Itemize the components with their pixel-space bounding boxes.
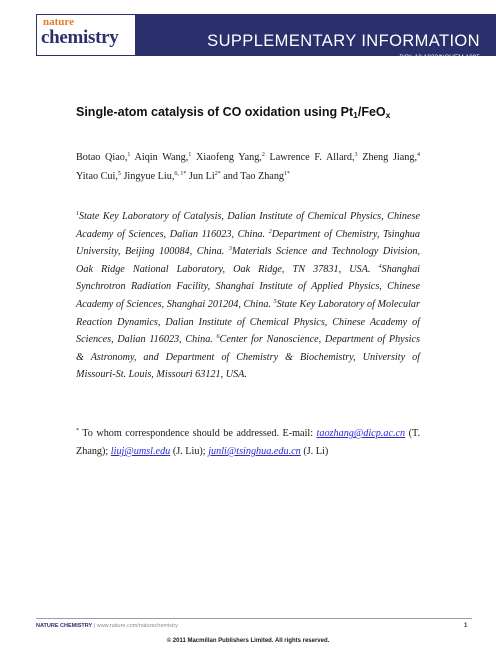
supplementary-information-label: SUPPLEMENTARY INFORMATION [207,32,480,50]
logo-chemistry-text: chemistry [41,27,119,48]
author: and Tao Zhang [220,171,285,182]
journal-logo [37,15,135,55]
footer-journal-url[interactable]: www.nature.com/naturechemistry [96,623,179,629]
author: Aiqin Wang, [130,152,189,163]
title-subscript-x: x [385,110,391,120]
correspondence-name-3: (J. Li) [300,445,329,457]
author-affiliation-mark: 2 [261,152,265,158]
doi-label: DOI: 10.1038/NCHEM.1095 [399,54,480,61]
author: Botao Qiao, [76,152,128,163]
affiliation-text: Materials Science and Technology Division, Oak Ridge National Laboratory, Oak Ridge, TN 37831, USA. [76,246,420,275]
email-link-jliu[interactable]: liuj@umsl.edu [110,445,171,457]
affiliations [76,208,420,384]
affiliation-mark: 2 [268,228,272,235]
author-list [76,148,420,186]
author-affiliation-mark: 2* [214,171,221,177]
footer-journal-info [36,622,178,630]
correspondence-intro: To whom correspondence should be addressed. E-mail: [79,428,317,439]
correspondence-name-1: (T. Zhang); [76,428,420,457]
author-affiliation-mark: 4 [417,152,420,158]
author-affiliation-mark: 1 [188,152,192,158]
title-main: Single-atom catalysis of CO oxidation using Pt [76,105,354,119]
affiliation-mark: 3 [228,246,232,253]
affiliation-text: Center for Nanoscience, Department of Physics & Astronomy, and Department of Chemistry & Biochemistry, University of Missouri-St. Louis, Missouri 63121, USA. [76,334,420,381]
author-affiliation-mark: 3 [354,152,358,158]
copyright-notice: © 2011 Macmillan Publishers Limited. All rights reserved. [166,638,330,644]
author: Jingyue Liu, [120,171,175,182]
page-number: 1 [464,623,468,629]
correspondence-note [76,425,420,461]
title-subscript-1: 1 [353,110,358,120]
affiliation-text: State Key Laboratory of Catalysis, Dalian Institute of Chemical Physics, Chinese Academy of Sciences, Dalian 116023, China. [76,211,420,240]
author-affiliation-mark: 1 [127,152,131,158]
author: Jun Li [186,171,215,182]
author: Yitao Cui, [76,171,118,182]
author-affiliation-mark: 6, 1* [174,171,187,177]
article-title [76,104,390,120]
email-link-jli[interactable]: junli@tsinghua.edu.cn [208,445,301,457]
affiliation-mark: 4 [378,263,382,270]
email-link-tzhang[interactable]: taozhang@dicp.ac.cn [316,428,406,439]
affiliation-mark: 5 [273,298,277,305]
author: Zheng Jiang, [357,152,417,163]
logo-nature-text: nature [43,16,74,28]
affiliation-mark: 6 [216,334,220,341]
footer-divider [36,618,472,619]
footer-separator: | [92,623,97,629]
footer-journal-name: NATURE CHEMISTRY [36,623,93,629]
affiliation-text: Shanghai Synchrotron Radiation Facility, Shanghai Institute of Applied Physics, Chinese Academy of Sciences, Shanghai 201204, China. [76,263,420,310]
author: Xiaofeng Yang, [191,152,262,163]
correspondence-star: * [76,428,79,434]
author-affiliation-mark: 5 [117,171,121,177]
author-affiliation-mark: 1* [284,171,291,177]
affiliation-text: State Key Laboratory of Molecular Reaction Dynamics, Dalian Institute of Chemical Physics, Chinese Academy of Sciences, Dalian 116023, China. [76,298,420,346]
affiliation-mark: 1 [76,211,79,217]
correspondence-name-2: (J. Liu); [170,445,209,457]
author: Lawrence F. Allard, [264,152,355,163]
affiliation-text: Department of Chemistry, Tsinghua University, Beijing 100084, China. [76,228,420,258]
title-mid: /FeO [357,105,386,119]
